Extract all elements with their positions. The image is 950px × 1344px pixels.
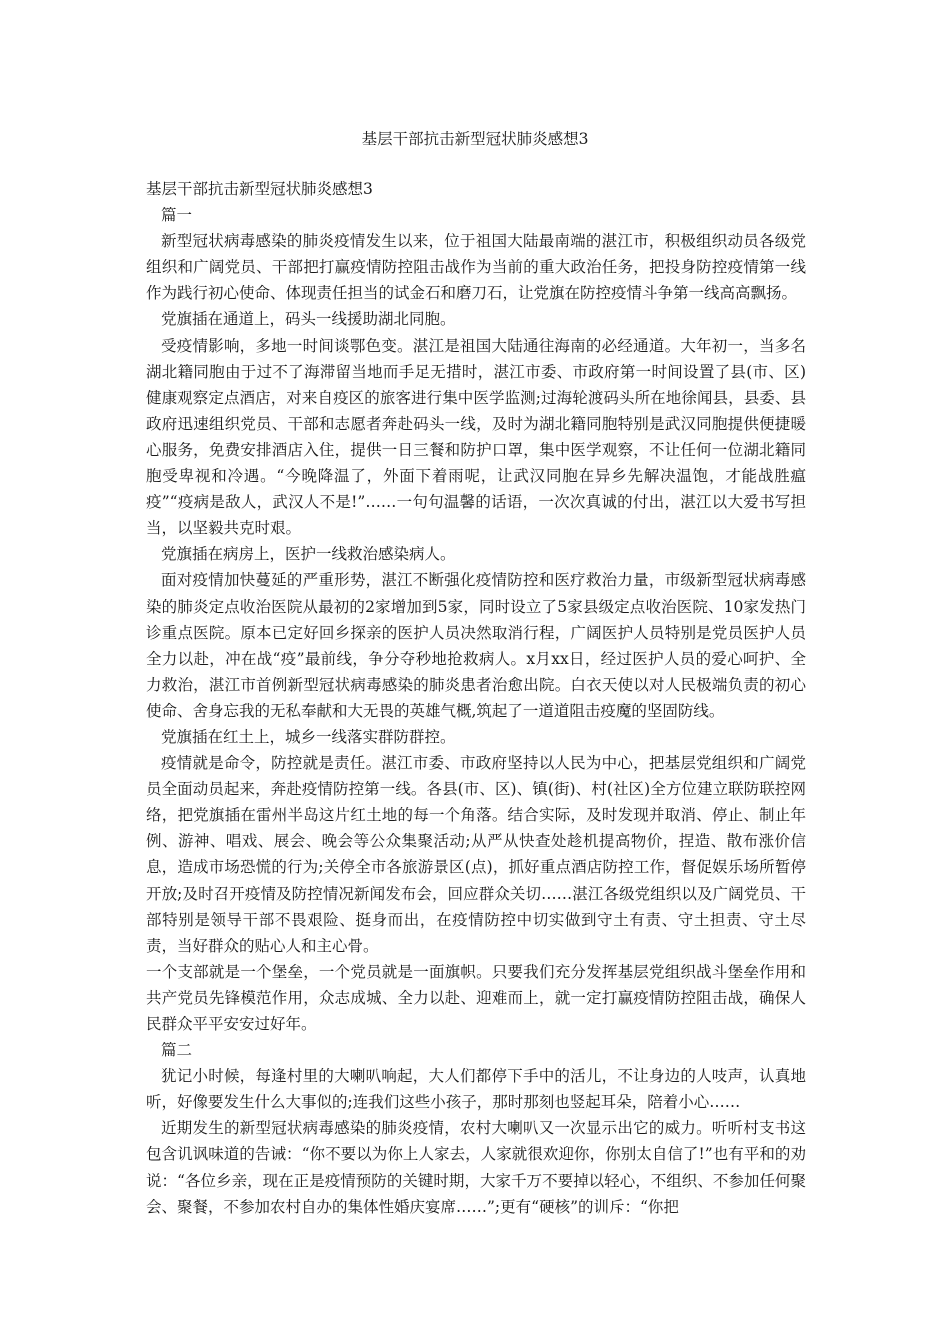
paragraph: 一个支部就是一个堡垒，一个党员就是一面旗帜。只要我们充分发挥基层党组织战斗堡垒作用和共产党员先锋模范作用，众志成城、全力以赴、迎难而上，就一定打赢疫情防控阻击战，确保人民群众平平安安过好年。	[146, 962, 806, 1033]
paragraph: 面对疫情加快蔓延的严重形势，湛江不断强化疫情防控和医疗救治力量，市级新型冠状病毒感染的肺炎定点收治医院从最初的2家增加到5家，同时设立了5家县级定点收治医院、10家发热门诊重点医院。原本已定好回乡探亲的医护人员决然取消行程，广阔医护人员特别是党员医护人员全力以赴，冲在战“疫”最前线，争分夺秒地抢救病人。x月xx日，经过医护人员的爱心呵护、全力救治，湛江市首例新型冠状病毒感染的肺炎患者治愈出院。白衣天使以对人民极端负责的初心使命、舍身忘我的无私奉献和大无畏的英雄气概,筑起了一道道阻击疫魔的坚固防线。	[146, 571, 806, 720]
section-heading: 篇二	[161, 1041, 193, 1060]
document-body	[146, 176, 806, 1220]
page-title: 基层干部抗击新型冠状肺炎感想3	[361, 130, 589, 148]
paragraph: 新型冠状病毒感染的肺炎疫情发生以来，位于祖国大陆最南端的湛江市，积极组织动员各级党组织和广阔党员、干部把打赢疫情防控阻击战作为当前的重大政治任务，把投身防控疫情第一线作为践行初心使命、体现责任担当的试金石和磨刀石，让党旗在防控疫情斗争第一线高高飘扬。	[146, 232, 806, 303]
document-subtitle: 基层干部抗击新型冠状肺炎感想3	[146, 180, 373, 198]
paragraph: 近期发生的新型冠状病毒感染的肺炎疫情，农村大喇叭又一次显示出它的威力。听听村支书这包含讥讽味道的告诫：“你不要以为你上人家去，人家就很欢迎你，你别太自信了!”也有平和的劝说：“各位乡亲，现在正是疫情预防的关键时期，大家千万不要掉以轻心，不组织、不参加任何聚会、聚餐，不参加农村自办的集体性婚庆宴席……”;更有“硬核”的训斥：“你把	[146, 1119, 806, 1216]
paragraph: 受疫情影响，多地一时间谈鄂色变。湛江是祖国大陆通往海南的必经通道。大年初一，当多名湖北籍同胞由于过不了海滞留当地而手足无措时，湛江市委、市政府第一时间设置了县(市、区)健康观察定点酒店，对来自疫区的旅客进行集中医学监测;过海轮渡码头所在地徐闻县，县委、县政府迅速组织党员、干部和志愿者奔赴码头一线，及时为湖北籍同胞特别是武汉同胞提供便捷暖心服务，免费安排酒店入住，提供一日三餐和防护口罩，集中医学观察，不让任何一位湖北籍同胞受卑视和冷遇。“今晚降温了，外面下着雨呢，让武汉同胞在异乡先解决温饱，才能战胜瘟疫”“疫病是敌人，武汉人不是!”……一句句温馨的话语，一次次真诚的付出，湛江以大爱书写担当，以坚毅共克时艰。	[146, 336, 806, 538]
paragraph-heading: 党旗插在红土上，城乡一线落实群防群控。	[161, 727, 456, 746]
section-heading: 篇一	[161, 206, 193, 225]
paragraph: 疫情就是命令，防控就是责任。湛江市委、市政府坚持以人民为中心，把基层党组织和广阔党员全面动员起来，奔赴疫情防控第一线。各县(市、区)、镇(街)、村(社区)全方位建立联防联控网络，把党旗插在雷州半岛这片红土地的每一个角落。结合实际，及时发现并取消、停止、制止年例、游神、唱戏、展会、晚会等公众集聚活动;从严从快查处趁机提高物价，捏造、散布涨价信息，造成市场恐慌的行为;关停全市各旅游景区(点)，抓好重点酒店防控工作，督促娱乐场所暂停开放;及时召开疫情及防控情况新闻发布会，回应群众关切……湛江各级党组织以及广阔党员、干部特别是领导干部不畏艰险、挺身而出，在疫情防控中切实做到守土有责、守土担责、守土尽责，当好群众的贴心人和主心骨。	[146, 754, 806, 955]
paragraph-heading: 党旗插在病房上，医护一线救治感染病人。	[161, 545, 456, 564]
paragraph-heading: 党旗插在通道上，码头一线援助湖北同胞。	[161, 310, 456, 329]
paragraph: 犹记小时候，每逢村里的大喇叭响起，大人们都停下手中的活儿，不让身边的人吱声，认真地听，好像要发生什么大事似的;连我们这些小孩子，那时那刻也竖起耳朵，陪着小心……	[146, 1067, 806, 1112]
